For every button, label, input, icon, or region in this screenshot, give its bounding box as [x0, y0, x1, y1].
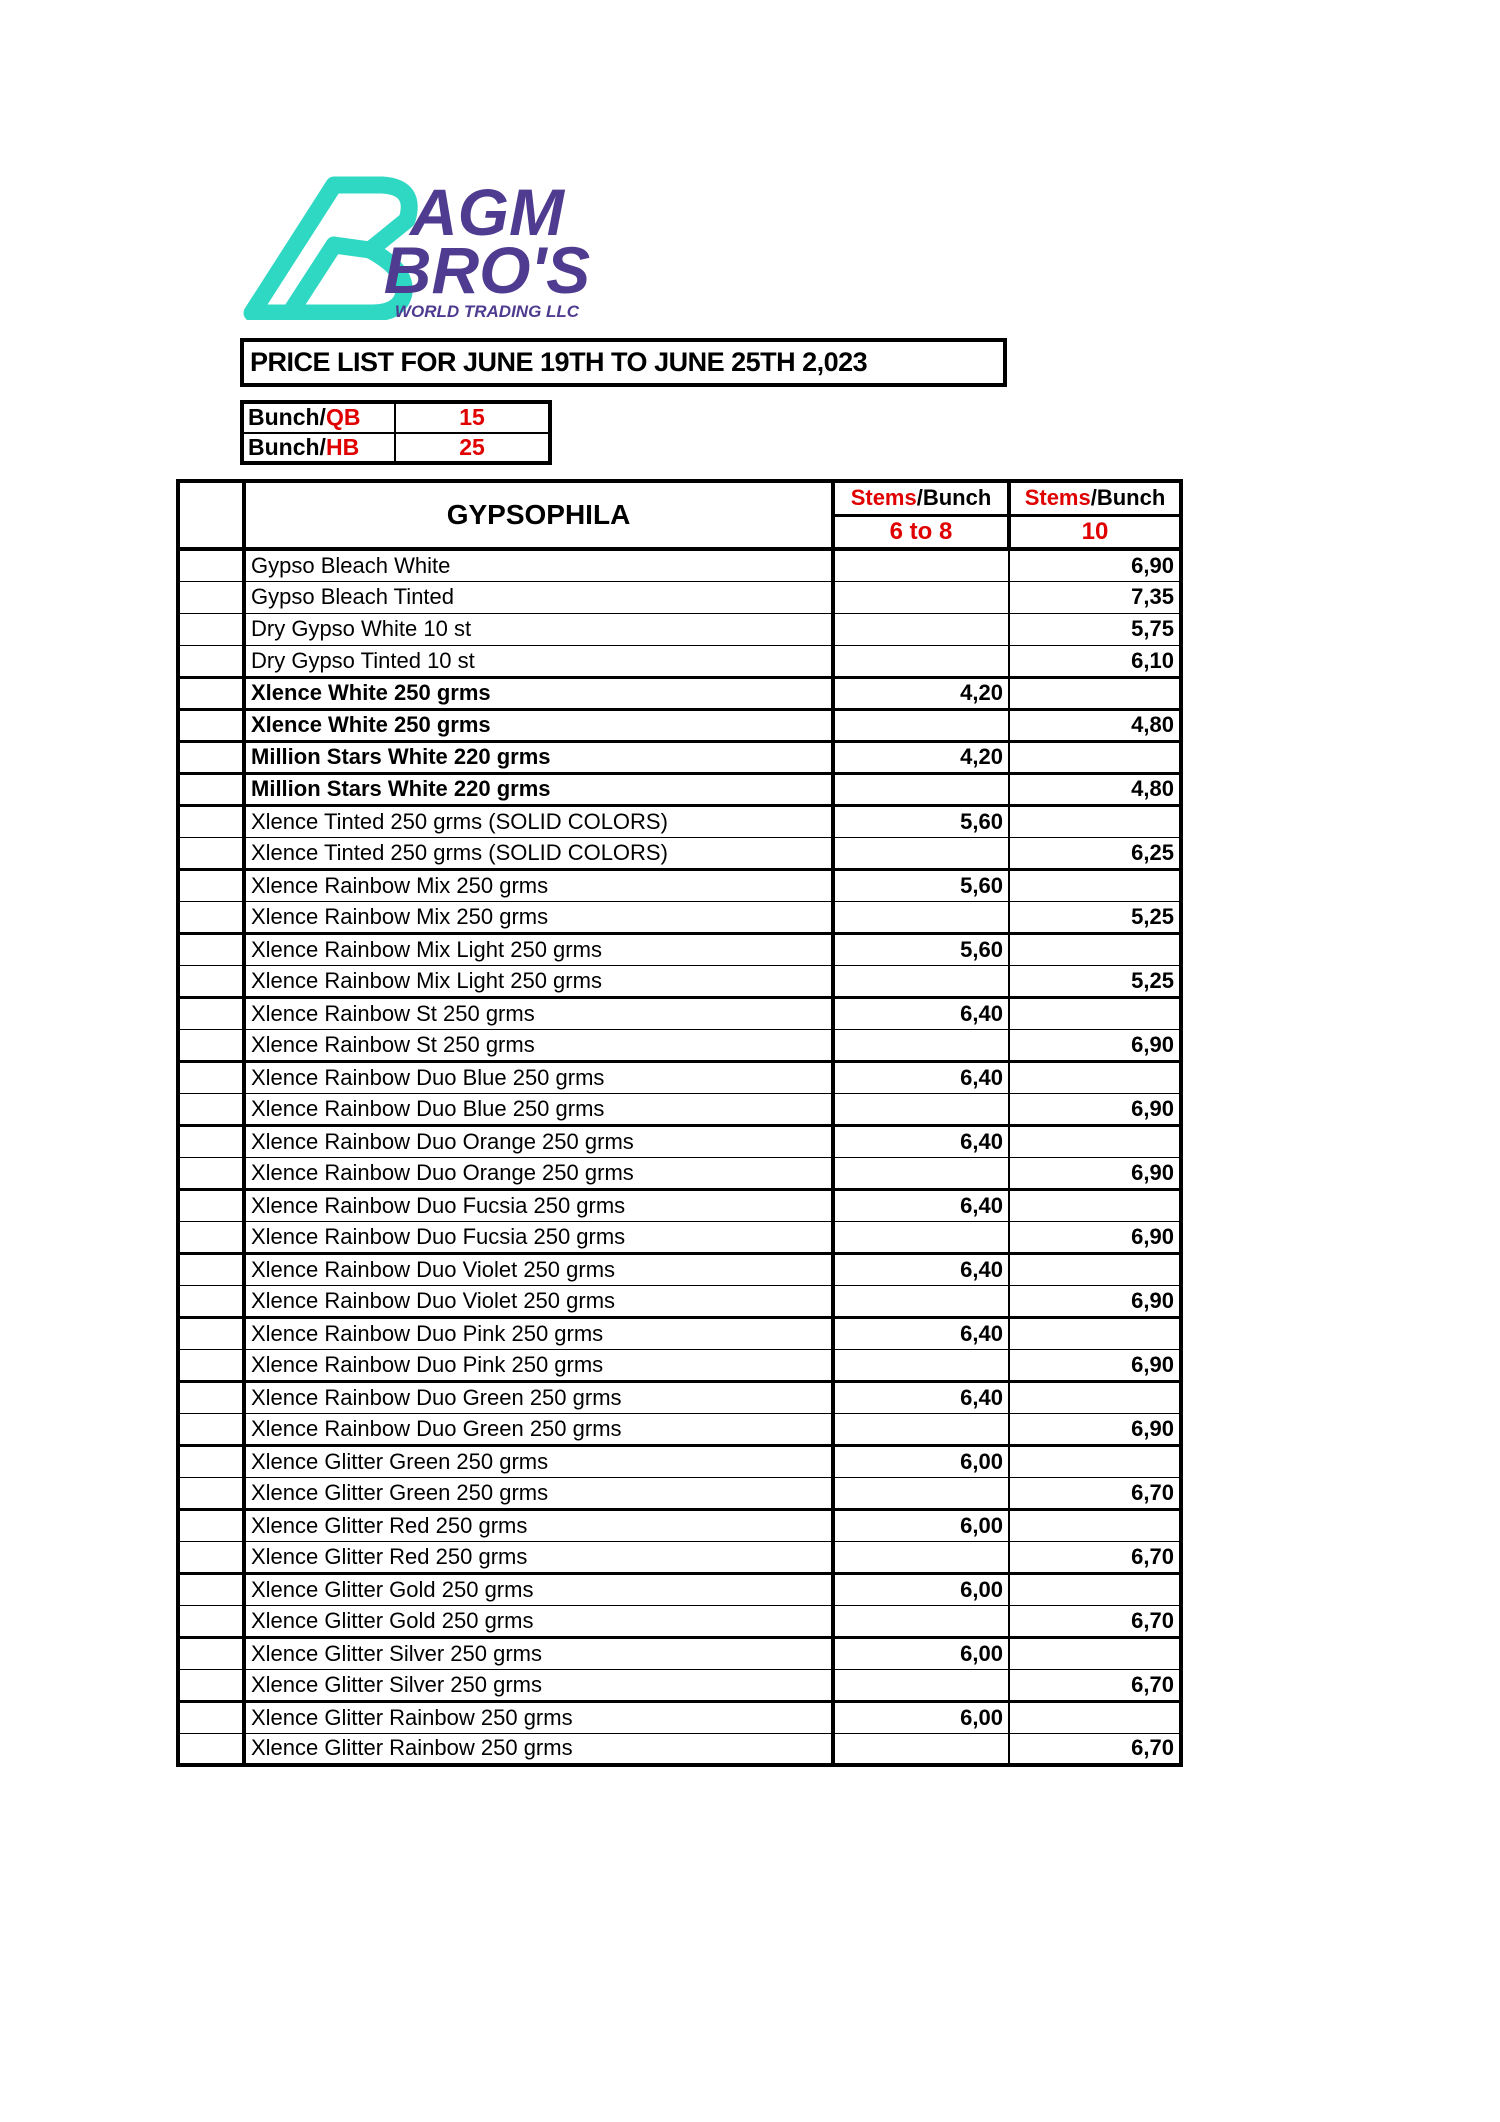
row-blank: [178, 581, 244, 613]
price-10: [1009, 1189, 1181, 1221]
price-10: [1009, 1253, 1181, 1285]
row-blank: [178, 549, 244, 581]
row-blank: [178, 645, 244, 677]
row-blank: [178, 1381, 244, 1413]
box-type: QB: [325, 404, 361, 430]
table-row: [178, 1253, 1181, 1285]
price-6-to-8: [833, 1605, 1009, 1637]
price-6-to-8: 5,60: [833, 933, 1009, 965]
price-6-to-8: 6,00: [833, 1701, 1009, 1733]
price-10: [1009, 1125, 1181, 1157]
row-blank: [178, 997, 244, 1029]
table-row: [178, 1669, 1181, 1701]
box-type: HB: [325, 434, 360, 460]
table-row: [178, 869, 1181, 901]
product-name: Gypso Bleach White: [244, 549, 833, 581]
table-row: [178, 1541, 1181, 1573]
price-6-to-8: 6,40: [833, 1317, 1009, 1349]
row-blank: [178, 1317, 244, 1349]
price-10: 6,90: [1009, 1093, 1181, 1125]
table-row: [178, 901, 1181, 933]
product-name: Xlence Rainbow Mix 250 grms: [244, 901, 833, 933]
price-6-to-8: [833, 549, 1009, 581]
column-header-2: [1009, 481, 1181, 515]
price-10: 6,90: [1009, 1349, 1181, 1381]
price-10: [1009, 869, 1181, 901]
row-blank: [178, 965, 244, 997]
price-table: [176, 479, 1183, 1767]
price-6-to-8: 6,40: [833, 1189, 1009, 1221]
product-name: Xlence Tinted 250 grms (SOLID COLORS): [244, 805, 833, 837]
product-name: Xlence Glitter Silver 250 grms: [244, 1669, 833, 1701]
row-blank: [178, 1509, 244, 1541]
product-name: Xlence White 250 grms: [244, 677, 833, 709]
bunch-value: 25: [459, 434, 485, 460]
price-6-to-8: 6,00: [833, 1637, 1009, 1669]
stems-label: Stems: [1024, 485, 1091, 511]
product-name: Xlence Glitter Gold 250 grms: [244, 1573, 833, 1605]
price-6-to-8: [833, 1157, 1009, 1189]
price-6-to-8: [833, 1221, 1009, 1253]
row-blank: [178, 709, 244, 741]
category-header: GYPSOPHILA: [244, 481, 833, 549]
product-name: Xlence Glitter Silver 250 grms: [244, 1637, 833, 1669]
product-name: Million Stars White 220 grms: [244, 741, 833, 773]
price-10: [1009, 1509, 1181, 1541]
product-name: Xlence Rainbow Duo Fucsia 250 grms: [244, 1221, 833, 1253]
logo-text-tagline: WORLD TRADING LLC: [394, 302, 580, 320]
table-row: [178, 581, 1181, 613]
table-row: [178, 1509, 1181, 1541]
price-6-to-8: [833, 965, 1009, 997]
table-row: [178, 805, 1181, 837]
price-6-to-8: [833, 1285, 1009, 1317]
table-row: [178, 1349, 1181, 1381]
price-10: [1009, 1317, 1181, 1349]
table-row: [178, 1029, 1181, 1061]
table-row: [178, 997, 1181, 1029]
price-6-to-8: [833, 613, 1009, 645]
row-blank: [178, 1701, 244, 1733]
table-row: [178, 1093, 1181, 1125]
product-name: Xlence Rainbow Duo Violet 250 grms: [244, 1285, 833, 1317]
product-name: Xlence Rainbow Duo Pink 250 grms: [244, 1317, 833, 1349]
price-10: 6,90: [1009, 1157, 1181, 1189]
price-6-to-8: 6,40: [833, 1125, 1009, 1157]
product-name: Xlence Rainbow St 250 grms: [244, 997, 833, 1029]
row-blank: [178, 1477, 244, 1509]
row-blank: [178, 901, 244, 933]
product-name: Xlence Rainbow Duo Green 250 grms: [244, 1381, 833, 1413]
table-row: [178, 1477, 1181, 1509]
product-name: Xlence Rainbow Duo Blue 250 grms: [244, 1093, 833, 1125]
table-row: [178, 1157, 1181, 1189]
table-row: [178, 709, 1181, 741]
price-10: 6,70: [1009, 1477, 1181, 1509]
price-6-to-8: 6,00: [833, 1509, 1009, 1541]
row-blank: [178, 869, 244, 901]
price-10: [1009, 1573, 1181, 1605]
price-6-to-8: [833, 581, 1009, 613]
product-name: Xlence Glitter Rainbow 250 grms: [244, 1701, 833, 1733]
row-blank: [178, 1285, 244, 1317]
row-blank: [178, 1253, 244, 1285]
table-row: [178, 1125, 1181, 1157]
price-10: 5,75: [1009, 613, 1181, 645]
price-10: 6,70: [1009, 1605, 1181, 1637]
bunch-value: 15: [459, 404, 485, 430]
table-row: [178, 1317, 1181, 1349]
price-10: [1009, 1061, 1181, 1093]
bunch-label: /Bunch: [916, 485, 992, 511]
table-row: [178, 1701, 1181, 1733]
price-6-to-8: 4,20: [833, 677, 1009, 709]
price-10: 6,90: [1009, 1221, 1181, 1253]
product-name: Xlence Rainbow Duo Orange 250 grms: [244, 1157, 833, 1189]
price-10: [1009, 1445, 1181, 1477]
price-10: 5,25: [1009, 901, 1181, 933]
table-row: [178, 1605, 1181, 1637]
price-10: [1009, 1637, 1181, 1669]
product-name: Xlence Rainbow Duo Blue 250 grms: [244, 1061, 833, 1093]
product-name: Xlence Glitter Gold 250 grms: [244, 1605, 833, 1637]
price-10: 5,25: [1009, 965, 1181, 997]
price-6-to-8: 6,40: [833, 1381, 1009, 1413]
table-row: [178, 1733, 1181, 1765]
row-blank: [178, 677, 244, 709]
price-6-to-8: [833, 901, 1009, 933]
table-row: [178, 837, 1181, 869]
row-blank: [178, 1029, 244, 1061]
price-6-to-8: [833, 1349, 1009, 1381]
row-blank: [178, 805, 244, 837]
price-10: 6,90: [1009, 1285, 1181, 1317]
product-name: Xlence Rainbow Mix 250 grms: [244, 869, 833, 901]
price-10: 4,80: [1009, 773, 1181, 805]
product-name: Xlence Rainbow Mix Light 250 grms: [244, 965, 833, 997]
product-name: Xlence White 250 grms: [244, 709, 833, 741]
row-blank: [178, 1093, 244, 1125]
price-10: 6,25: [1009, 837, 1181, 869]
price-6-to-8: [833, 1541, 1009, 1573]
price-6-to-8: [833, 709, 1009, 741]
price-6-to-8: [833, 1093, 1009, 1125]
product-name: Million Stars White 220 grms: [244, 773, 833, 805]
product-name: Xlence Glitter Red 250 grms: [244, 1541, 833, 1573]
row-blank: [178, 741, 244, 773]
price-10: [1009, 1701, 1181, 1733]
row-blank: [178, 773, 244, 805]
price-10: 6,90: [1009, 1413, 1181, 1445]
price-10: [1009, 805, 1181, 837]
row-blank: [178, 1061, 244, 1093]
row-blank: [178, 1445, 244, 1477]
product-name: Xlence Rainbow Duo Fucsia 250 grms: [244, 1189, 833, 1221]
table-row: [178, 1445, 1181, 1477]
row-blank: [178, 1733, 244, 1765]
product-name: Xlence Glitter Rainbow 250 grms: [244, 1733, 833, 1765]
price-10: 7,35: [1009, 581, 1181, 613]
price-10: 6,90: [1009, 549, 1181, 581]
price-10: 6,70: [1009, 1733, 1181, 1765]
price-6-to-8: 5,60: [833, 805, 1009, 837]
row-blank: [178, 1125, 244, 1157]
price-6-to-8: 6,40: [833, 1253, 1009, 1285]
table-row: [178, 965, 1181, 997]
price-10: [1009, 677, 1181, 709]
price-6-to-8: 5,60: [833, 869, 1009, 901]
row-blank: [178, 1541, 244, 1573]
product-name: Xlence Tinted 250 grms (SOLID COLORS): [244, 837, 833, 869]
product-name: Xlence Rainbow Duo Violet 250 grms: [244, 1253, 833, 1285]
product-name: Gypso Bleach Tinted: [244, 581, 833, 613]
row-blank: [178, 1157, 244, 1189]
price-list-title: PRICE LIST FOR JUNE 19TH TO JUNE 25TH 2,023: [240, 338, 1007, 387]
price-10: [1009, 1381, 1181, 1413]
column-header-1: [833, 481, 1009, 515]
column-stems-value-1: 6 to 8: [833, 515, 1009, 549]
price-6-to-8: [833, 837, 1009, 869]
bunch-label: Bunch/: [248, 434, 326, 460]
price-6-to-8: 6,40: [833, 1061, 1009, 1093]
row-blank: [178, 1221, 244, 1253]
price-6-to-8: [833, 645, 1009, 677]
product-name: Xlence Glitter Green 250 grms: [244, 1445, 833, 1477]
logo-text-bros: BRO'S: [383, 233, 591, 307]
bunch-label: Bunch/: [248, 404, 326, 430]
product-name: Xlence Rainbow Duo Green 250 grms: [244, 1413, 833, 1445]
table-row: [178, 613, 1181, 645]
company-logo: [242, 175, 702, 320]
price-6-to-8: [833, 1413, 1009, 1445]
product-name: Dry Gypso Tinted 10 st: [244, 645, 833, 677]
price-6-to-8: 6,00: [833, 1573, 1009, 1605]
price-6-to-8: [833, 1733, 1009, 1765]
bunch-per-box-table: [240, 400, 552, 465]
table-row: [178, 1413, 1181, 1445]
table-row: [178, 1061, 1181, 1093]
price-6-to-8: 4,20: [833, 741, 1009, 773]
price-6-to-8: [833, 1669, 1009, 1701]
row-blank: [178, 1413, 244, 1445]
table-row: [178, 1221, 1181, 1253]
price-10: 6,70: [1009, 1541, 1181, 1573]
product-name: Xlence Rainbow Mix Light 250 grms: [244, 933, 833, 965]
row-blank: [178, 613, 244, 645]
bunch-row-hb: [244, 432, 548, 462]
price-10: [1009, 933, 1181, 965]
table-row: [178, 645, 1181, 677]
stems-label: Stems: [850, 485, 917, 511]
row-blank: [178, 1669, 244, 1701]
table-row: [178, 1285, 1181, 1317]
price-10: [1009, 997, 1181, 1029]
row-blank: [178, 1573, 244, 1605]
row-blank: [178, 1349, 244, 1381]
column-stems-value-2: 10: [1009, 515, 1181, 549]
price-6-to-8: 6,00: [833, 1445, 1009, 1477]
row-blank: [178, 837, 244, 869]
row-blank: [178, 1637, 244, 1669]
price-10: 6,70: [1009, 1669, 1181, 1701]
product-name: Xlence Rainbow Duo Pink 250 grms: [244, 1349, 833, 1381]
table-row: [178, 741, 1181, 773]
product-name: Xlence Glitter Red 250 grms: [244, 1509, 833, 1541]
product-name: Dry Gypso White 10 st: [244, 613, 833, 645]
logo-text-agm: AGM: [410, 175, 564, 249]
price-6-to-8: 6,40: [833, 997, 1009, 1029]
table-row: [178, 549, 1181, 581]
bunch-label: /Bunch: [1090, 485, 1166, 511]
price-10: [1009, 741, 1181, 773]
table-row: [178, 1573, 1181, 1605]
product-name: Xlence Rainbow Duo Orange 250 grms: [244, 1125, 833, 1157]
price-10: 4,80: [1009, 709, 1181, 741]
row-blank: [178, 933, 244, 965]
table-row: [178, 1381, 1181, 1413]
table-row: [178, 1637, 1181, 1669]
row-blank: [178, 1605, 244, 1637]
bunch-row-qb: [244, 404, 548, 432]
price-10: 6,90: [1009, 1029, 1181, 1061]
price-10: 6,10: [1009, 645, 1181, 677]
row-blank: [178, 1189, 244, 1221]
table-row: [178, 933, 1181, 965]
product-name: Xlence Glitter Green 250 grms: [244, 1477, 833, 1509]
table-row: [178, 677, 1181, 709]
table-row: [178, 1189, 1181, 1221]
price-6-to-8: [833, 773, 1009, 805]
product-name: Xlence Rainbow St 250 grms: [244, 1029, 833, 1061]
table-row: [178, 773, 1181, 805]
price-6-to-8: [833, 1477, 1009, 1509]
price-6-to-8: [833, 1029, 1009, 1061]
